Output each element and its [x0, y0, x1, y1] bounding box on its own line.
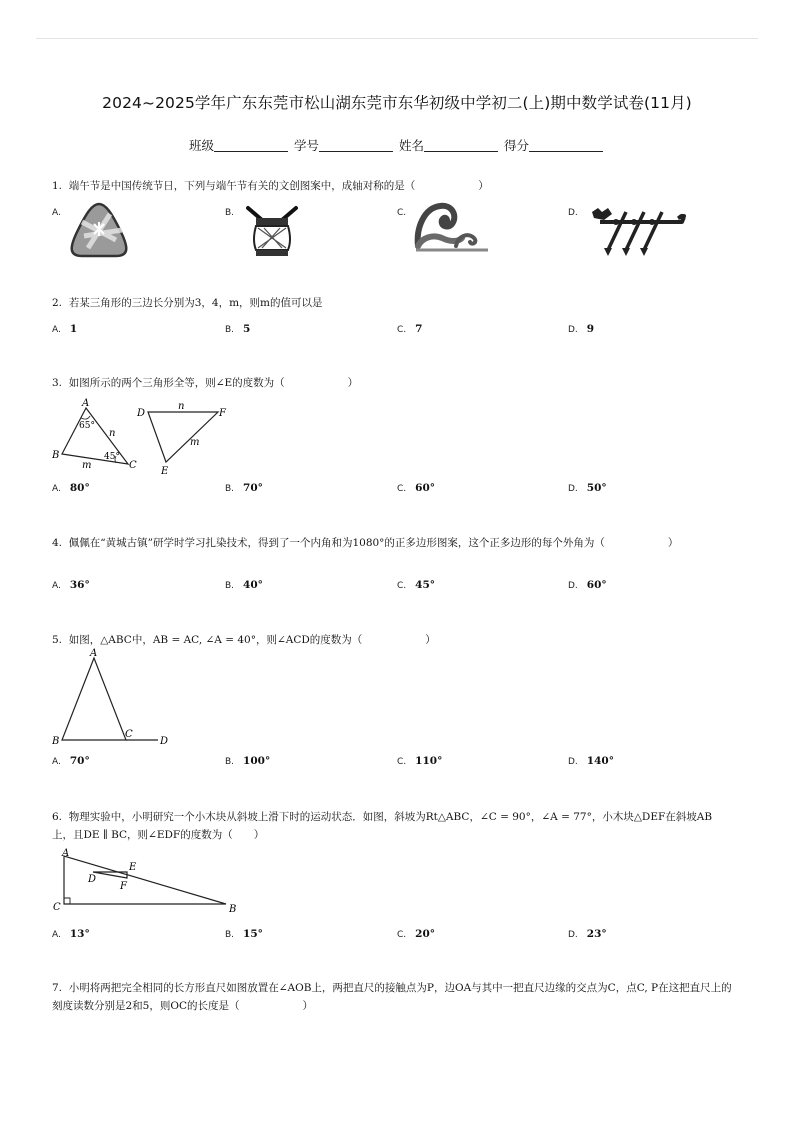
option-key: C.: [397, 757, 407, 767]
drum-icon: [244, 204, 300, 258]
option-key: D.: [568, 325, 578, 335]
option-key: A.: [52, 208, 61, 218]
label-d: D: [137, 408, 146, 419]
question-text: 如图，△ABC中，AB = AC, ∠A = 40°，则∠ACD的度数为（ ）: [68, 634, 436, 646]
score-blank[interactable]: [529, 138, 603, 152]
score-label: 得分: [503, 138, 529, 153]
label-a: A: [90, 648, 98, 659]
option-4d[interactable]: [568, 579, 607, 591]
angle-c-value: 45°: [104, 452, 120, 462]
option-6b[interactable]: [225, 928, 263, 940]
option-5a[interactable]: [52, 755, 90, 767]
option-value: 140°: [586, 755, 614, 767]
dragon-boat-icon: [586, 202, 688, 258]
option-2b[interactable]: [225, 323, 250, 335]
option-key: B.: [225, 581, 235, 591]
question-number: 1.: [52, 180, 63, 192]
label-a: A: [82, 398, 90, 409]
question-number: 7.: [52, 982, 63, 994]
question-6: [52, 808, 732, 844]
question-7: [52, 979, 732, 1015]
option-value: 15°: [243, 928, 263, 940]
question-1: [52, 177, 489, 195]
option-value: 80°: [69, 482, 90, 494]
option-key: B.: [225, 208, 235, 218]
student-number-label: 学号: [293, 138, 319, 153]
wave-icon: [412, 198, 492, 256]
label-b: B: [52, 736, 60, 746]
option-2a[interactable]: [52, 323, 77, 335]
paper-title: 2024~2025学年广东东莞市松山湖东莞市东华初级中学初二(上)期中数学试卷(11月): [102, 94, 692, 112]
option-1b[interactable]: [225, 206, 243, 218]
label-f: F: [219, 408, 226, 419]
name-blank[interactable]: [424, 138, 498, 152]
option-4c[interactable]: [397, 579, 435, 591]
option-value: 1: [69, 323, 78, 335]
option-value: 70°: [69, 755, 90, 767]
option-value: 110°: [415, 755, 443, 767]
option-value: 36°: [69, 579, 90, 591]
label-e: E: [161, 466, 169, 476]
option-value: 60°: [586, 579, 607, 591]
option-key: B.: [225, 484, 235, 494]
option-key: D.: [568, 208, 578, 218]
zongzi-icon: [66, 200, 132, 260]
label-c: C: [53, 902, 61, 913]
name-label: 姓名: [398, 138, 424, 153]
option-3b[interactable]: [225, 482, 263, 494]
question-number: 3.: [52, 377, 63, 389]
question-4: [52, 534, 732, 552]
option-key: C.: [397, 325, 407, 335]
option-key: C.: [397, 208, 407, 218]
option-key: D.: [568, 581, 578, 591]
option-value: 20°: [415, 928, 436, 940]
student-info-line: [0, 136, 794, 154]
option-6d[interactable]: [568, 928, 607, 940]
question-text: 佩佩在“黄城古镇”研学时学习扎染技术，得到了一个内角和为1080°的正多边形图案，这个正多边形的每个外角为（ ）: [68, 537, 679, 549]
side-m-label: m: [82, 460, 92, 471]
label-f: F: [120, 881, 127, 892]
label-c: C: [129, 460, 137, 471]
question-text: 端午节是中国传统节日，下列与端午节有关的文创图案中，成轴对称的是（ ）: [68, 180, 489, 192]
option-3d[interactable]: [568, 482, 607, 494]
option-key: C.: [397, 484, 407, 494]
question-text: 物理实验中，小明研究一个小木块从斜坡上滑下时的运动状态．如图，斜坡为Rt△ABC，∠C = 90°，∠A = 77°，小木块△DEF在斜坡AB上，且DE ∥ BC，则∠EDF的度数为（ ）: [52, 811, 713, 841]
option-value: 45°: [415, 579, 436, 591]
option-key: D.: [568, 757, 578, 767]
triangle-abc: [62, 658, 126, 740]
question-number: 5.: [52, 634, 63, 646]
question-text: 若某三角形的三边长分别为3，4，m，则m的值可以是: [68, 297, 323, 309]
option-value: 60°: [415, 482, 436, 494]
option-value: 7: [415, 323, 423, 335]
option-key: B.: [225, 325, 235, 335]
option-key: C.: [397, 581, 407, 591]
question-text: 如图所示的两个三角形全等，则∠E的度数为（ ）: [68, 377, 359, 389]
option-key: B.: [225, 757, 235, 767]
isosceles-triangle-figure: [52, 646, 182, 746]
option-2d[interactable]: [568, 323, 594, 335]
option-key: A.: [52, 581, 61, 591]
option-value: 100°: [243, 755, 271, 767]
question-3: [52, 374, 358, 392]
option-value: 13°: [69, 928, 90, 940]
option-6a[interactable]: [52, 928, 90, 940]
congruent-triangles-figure: [52, 396, 232, 476]
option-5c[interactable]: [397, 755, 442, 767]
label-a: A: [62, 848, 70, 859]
right-angle-mark: [64, 898, 70, 904]
label-d: D: [88, 874, 97, 885]
option-3a[interactable]: [52, 482, 90, 494]
option-3c[interactable]: [397, 482, 435, 494]
angle-a-value: 65°: [79, 421, 95, 431]
option-1d[interactable]: [568, 206, 587, 218]
question-number: 2.: [52, 297, 63, 309]
question-number: 4.: [52, 537, 63, 549]
student-number-blank[interactable]: [319, 138, 393, 152]
label-b: B: [229, 904, 237, 915]
option-key: C.: [397, 930, 407, 940]
option-key: A.: [52, 930, 61, 940]
label-c: C: [125, 729, 133, 740]
option-key: D.: [568, 930, 578, 940]
option-value: 9: [586, 323, 595, 335]
slope-figure: [52, 848, 252, 916]
option-key: A.: [52, 757, 61, 767]
option-value: 40°: [243, 579, 263, 591]
option-value: 50°: [586, 482, 607, 494]
option-key: A.: [52, 484, 61, 494]
question-number: 6.: [52, 811, 63, 823]
option-key: D.: [568, 484, 578, 494]
class-blank[interactable]: [214, 138, 288, 152]
class-label: 班级: [188, 138, 214, 153]
option-value: 23°: [586, 928, 607, 940]
option-6c[interactable]: [397, 928, 435, 940]
option-2c[interactable]: [397, 323, 422, 335]
option-5b[interactable]: [225, 755, 270, 767]
question-text: 小明将两把完全相同的长方形直尺如图放置在∠AOB上，两把直尺的接触点为P，边OA与其中一把直尺边缘的交点为C，点C, P在这把直尺上的刻度读数分别是2和5，则OC的长度是（ ）: [52, 982, 732, 1012]
option-key: A.: [52, 325, 61, 335]
option-5d[interactable]: [568, 755, 614, 767]
option-4b[interactable]: [225, 579, 263, 591]
side-n-label-2: n: [178, 401, 185, 412]
option-value: 5: [243, 323, 251, 335]
option-key: B.: [225, 930, 235, 940]
header-rule: [36, 38, 758, 39]
label-d: D: [160, 736, 169, 746]
option-4a[interactable]: [52, 579, 90, 591]
triangle-dfe: [148, 412, 218, 462]
side-m-label-2: m: [190, 437, 200, 448]
option-value: 70°: [243, 482, 263, 494]
label-b: B: [52, 450, 60, 461]
question-2: [52, 294, 323, 312]
label-e: E: [129, 862, 137, 873]
side-n-label: n: [109, 428, 116, 439]
